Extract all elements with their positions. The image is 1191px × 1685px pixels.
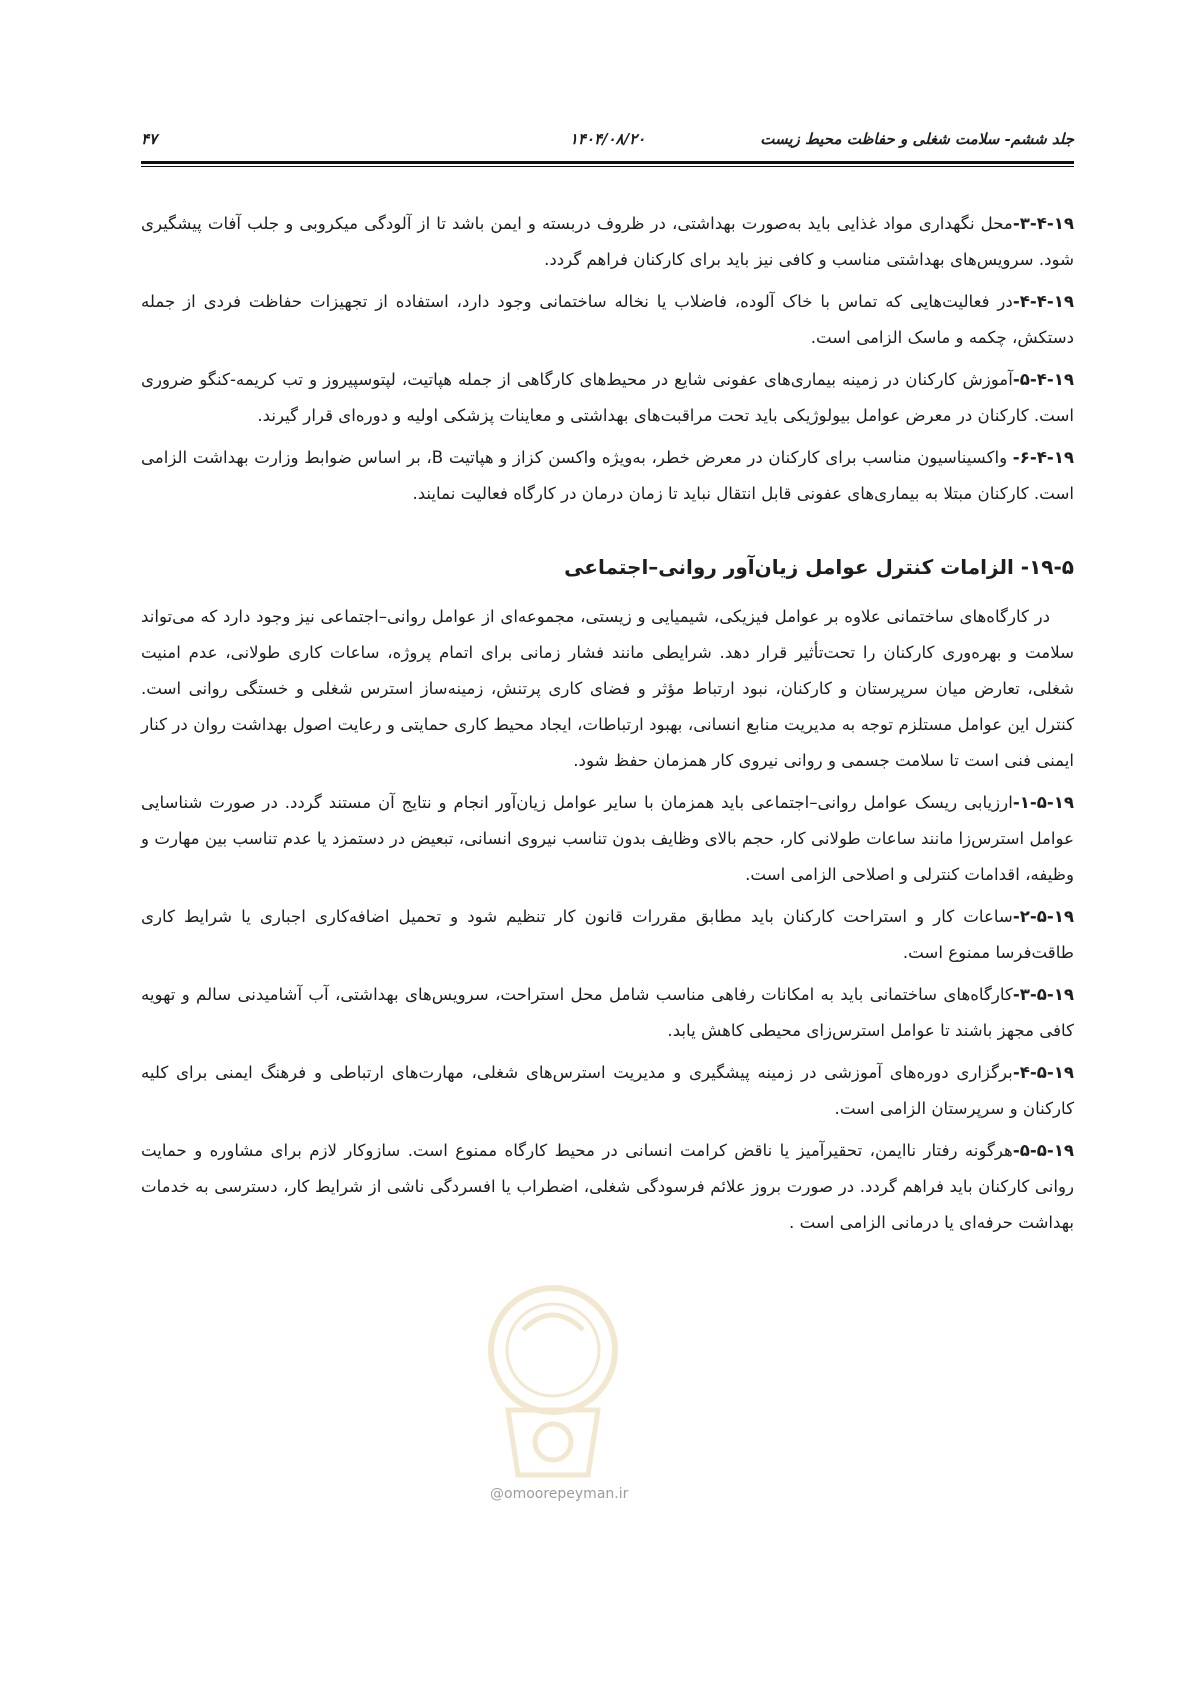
clause-paragraph xyxy=(141,206,1074,278)
clause-text: برگزاری دوره‌های آموزشی در زمینه پیشگیری و مدیریت استرس‌های شغلی، مهارت‌های ارتباطی و فرهنگ ایمنی برای کلیه کارکنان و سرپرستان الزامی است. xyxy=(141,1063,1074,1118)
clause-number: ۴-۵-۱۹- xyxy=(1012,1063,1074,1082)
clause-number: ۴-۴-۱۹- xyxy=(1012,292,1074,311)
clause-text: واکسیناسیون مناسب برای کارکنان در معرض خطر، به‌ویژه واکسن کزاز و هپاتیت B، بر اساس ضوابط وزارت بهداشت الزامی است. کارکنان مبتلا به بیماری‌های عفونی قابل انتقال نباید تا زمان درمان در کارگاه فعالیت نمایند. xyxy=(141,448,1074,503)
clause-text: محل نگهداری مواد غذایی باید به‌صورت بهداشتی، در ظروف دربسته و ایمن باشد تا از آلودگی میکروبی و جلب آفات پیشگیری شود. سرویس‌های بهداشتی مناسب و کافی نیز باید برای کارکنان فراهم گردد. xyxy=(141,214,1074,269)
clause-number: ۵-۴-۱۹- xyxy=(1012,370,1074,389)
clause-text: هرگونه رفتار ناایمن، تحقیرآمیز یا ناقض کرامت انسانی در محیط کارگاه ممنوع است. سازوکار لازم برای مشاوره و حمایت روانی کارکنان باید فراهم گردد. در صورت بروز علائم فرسودگی شغلی، اضطراب یا افسردگی ناشی از شرایط کار، دسترسی به خدمات بهداشت حرفه‌ای یا درمانی الزامی است . xyxy=(141,1141,1074,1232)
clause-paragraph xyxy=(141,284,1074,356)
clause-paragraph xyxy=(141,1055,1074,1127)
header-rule-thin xyxy=(141,166,1074,167)
clause-number: ۳-۵-۱۹- xyxy=(1012,985,1074,1004)
clause-paragraph xyxy=(141,899,1074,971)
clause-text: در فعالیت‌هایی که تماس با خاک آلوده، فاضلاب یا نخاله ساختمانی وجود دارد، استفاده از تجهیزات حفاظت فردی از جمله دستکش، چکمه و ماسک الزامی است. xyxy=(141,292,1074,347)
header-title: جلد ششم- سلامت شغلی و حفاظت محیط زیست xyxy=(760,130,1074,148)
header-date: ۱۴۰۴/۰۸/۲۰ xyxy=(569,130,646,148)
section-intro: در کارگاه‌های ساختمانی علاوه بر عوامل فیزیکی، شیمیایی و زیستی، مجموعه‌ای از عوامل روانی–اجتماعی نیز وجود دارد که می‌تواند سلامت و بهره‌وری کارکنان را تحت‌تأثیر قرار دهد. شرایطی مانند فشار زمانی برای اتمام پروژه، ساعات کاری طولانی، عدم امنیت شغلی، تعارض میان سرپرستان و کارکنان، نبود ارتباط مؤثر و فضای کاری پرتنش، زمینه‌ساز استرس شغلی و خستگی روانی است. کنترل این عوامل مستلزم توجه به مدیریت منابع انسانی، بهبود ارتباطات، ایجاد محیط کاری حمایتی و رعایت اصول بهداشت روان در کنار ایمنی فنی است تا سلامت جسمی و روانی نیروی کار همزمان حفظ شود. xyxy=(141,607,1074,770)
clause-text: آموزش کارکنان در زمینه بیماری‌های عفونی شایع در محیط‌های کارگاهی از جمله هپاتیت، لپتوسپیروز و تب کریمه-کنگو ضروری است. کارکنان در معرض عوامل بیولوژیکی باید تحت مراقبت‌های بهداشتی و معاینات پزشکی اولیه و دوره‌ای قرار گیرند. xyxy=(141,370,1074,425)
clause-paragraph xyxy=(141,440,1074,512)
header-rule-thick xyxy=(141,161,1074,164)
clause-text: کارگاه‌های ساختمانی باید به امکانات رفاهی مناسب شامل محل استراحت، سرویس‌های بهداشتی، آب آشامیدنی سالم و تهویه کافی مجهز باشند تا عوامل استرس‌زای محیطی کاهش یابد. xyxy=(141,985,1074,1040)
clause-text: ساعات کار و استراحت کارکنان باید مطابق مقررات قانون کار تنظیم شود و تحمیل اضافه‌کاری اجباری یا شرایط کاری طاقت‌فرسا ممنوع است. xyxy=(141,907,1074,962)
page-number: ۴۷ xyxy=(141,130,158,148)
clause-paragraph xyxy=(141,977,1074,1049)
body-content xyxy=(141,206,1074,1247)
clause-number: ۵-۵-۱۹- xyxy=(1012,1141,1074,1160)
clause-paragraph xyxy=(141,362,1074,434)
clause-number: ۲-۵-۱۹- xyxy=(1012,907,1074,926)
watermark-text: @omoorepeyman.ir xyxy=(490,1486,629,1502)
clause-number: ۱-۵-۱۹- xyxy=(1012,793,1074,812)
clause-number: ۳-۴-۱۹- xyxy=(1012,214,1074,233)
clause-paragraph xyxy=(141,785,1074,893)
running-header xyxy=(141,130,1074,150)
clause-text: ارزیابی ریسک عوامل روانی–اجتماعی باید همزمان با سایر عوامل زیان‌آور انجام و نتایج آن مستند گردد. در صورت شناسایی عوامل استرس‌زا مانند ساعات طولانی کار، حجم بالای وظایف بدون تناسب نیروی انسانی، تبعیض در دستمزد یا عدم تناسب بین مهارت و وظیفه، اقدامات کنترلی و اصلاحی الزامی است. xyxy=(141,793,1074,884)
clause-paragraph xyxy=(141,1133,1074,1241)
section-heading: ۱۹-۵- الزامات کنترل عوامل زیان‌آور روانی–اجتماعی xyxy=(564,555,1074,579)
publisher-seal-watermark xyxy=(468,1260,638,1500)
clause-number: ۶-۴-۱۹- xyxy=(1012,448,1074,467)
